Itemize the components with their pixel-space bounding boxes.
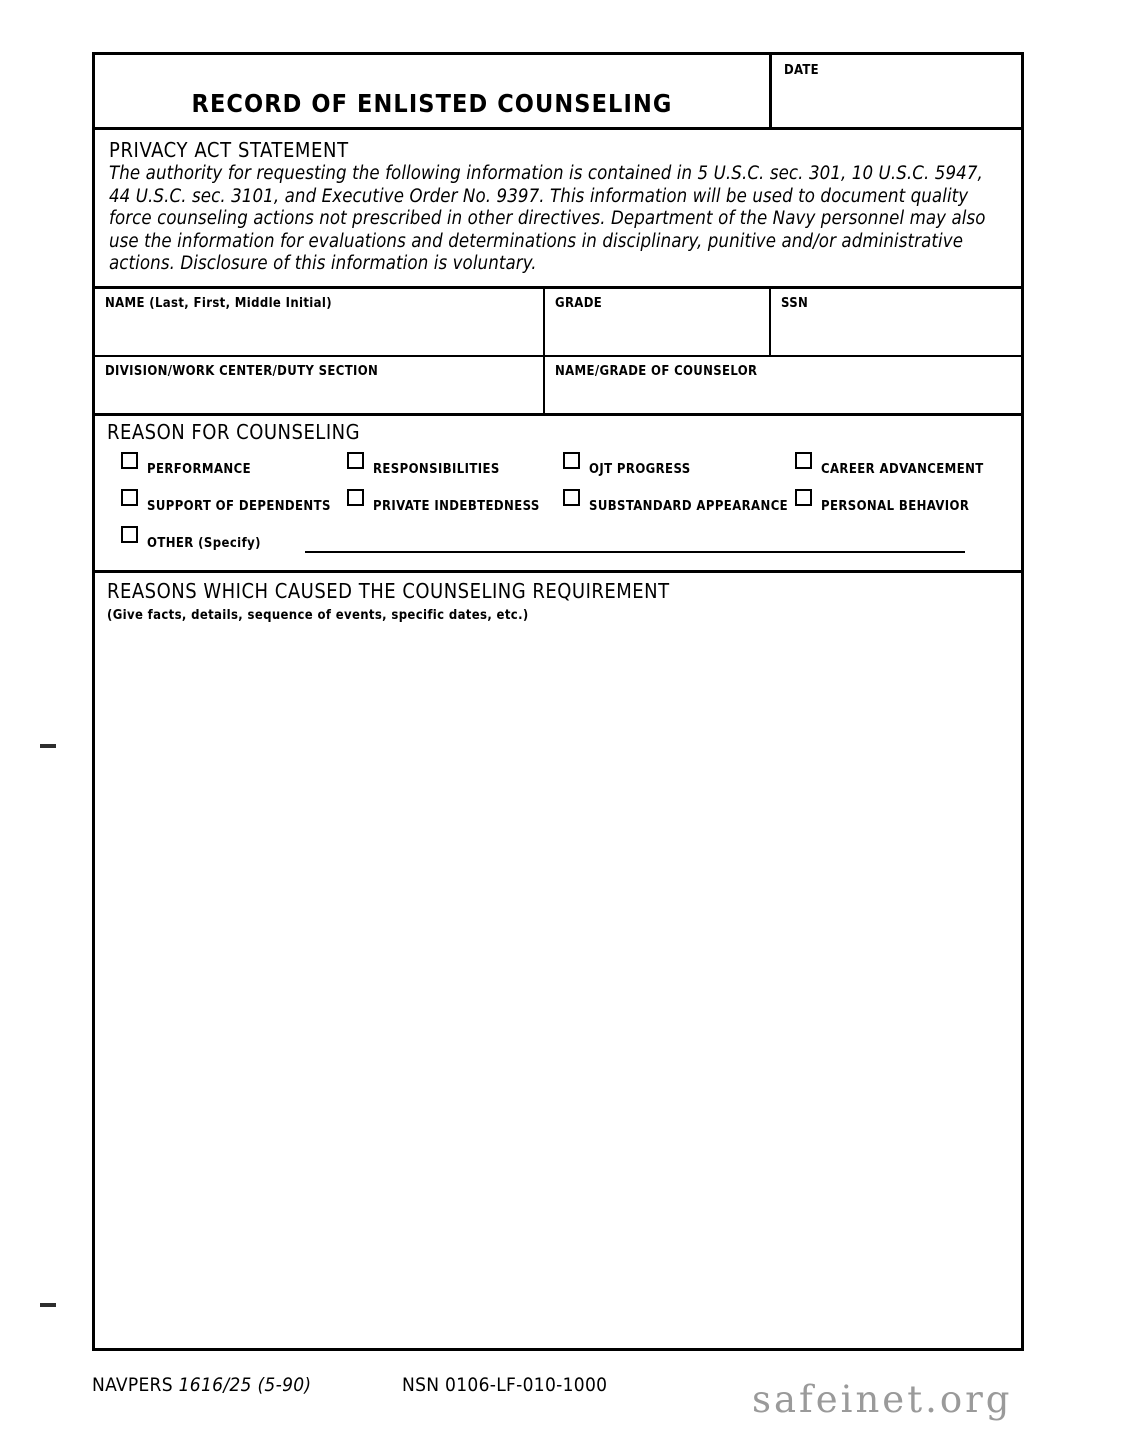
page-title: RECORD OF ENLISTED COUNSELING (191, 89, 673, 118)
checkbox-option-responsibilities[interactable] (347, 452, 500, 477)
form-number-value: 1616/25 (5-90) (178, 1374, 312, 1396)
date-field[interactable] (772, 55, 1021, 127)
checkbox-icon[interactable] (795, 452, 812, 469)
enlisted-counseling-form (92, 52, 1024, 1351)
checkbox-option-other[interactable] (121, 526, 261, 551)
title-row (95, 55, 1021, 130)
form-number-prefix: NAVPERS (92, 1374, 173, 1396)
privacy-act-section (95, 130, 1021, 289)
nsn-number: NSN 0106-LF-010-1000 (402, 1374, 608, 1396)
privacy-act-heading: PRIVACY ACT STATEMENT (109, 138, 349, 162)
checkbox-icon[interactable] (121, 489, 138, 506)
registration-tick-lower (40, 1303, 56, 1307)
checkbox-icon[interactable] (347, 452, 364, 469)
ssn-field[interactable] (771, 289, 1021, 355)
checkbox-label: PERFORMANCE (147, 461, 251, 477)
checkbox-label: SUBSTANDARD APPEARANCE (589, 498, 789, 514)
reasons-narrative-heading: REASONS WHICH CAUSED THE COUNSELING REQUIREMENT (107, 578, 670, 603)
division-field[interactable] (95, 357, 545, 413)
checkbox-icon[interactable] (563, 452, 580, 469)
grade-field[interactable] (545, 289, 771, 355)
checkbox-label: OJT PROGRESS (589, 461, 691, 477)
reasons-narrative-subheading: (Give facts, details, sequence of events, specific dates, etc.) (107, 607, 529, 623)
checkbox-icon[interactable] (563, 489, 580, 506)
reason-checkbox-grid (95, 452, 1021, 560)
identification-row-secondary (95, 357, 1021, 416)
date-label: DATE (784, 63, 819, 78)
checkbox-label: SUPPORT OF DEPENDENTS (147, 498, 331, 514)
grade-label: GRADE (555, 295, 603, 311)
checkbox-option-personal-behavior[interactable] (795, 489, 969, 514)
reasons-narrative-section[interactable] (95, 573, 1021, 1348)
name-label: NAME (Last, First, Middle Initial) (105, 295, 332, 311)
division-label: DIVISION/WORK CENTER/DUTY SECTION (105, 363, 379, 379)
ssn-label: SSN (781, 295, 809, 311)
checkbox-option-performance[interactable] (121, 452, 251, 477)
title-cell (95, 55, 772, 127)
name-field[interactable] (95, 289, 545, 355)
checkbox-option-private-indebtedness[interactable] (347, 489, 540, 514)
watermark: safeinet.org (752, 1378, 1013, 1421)
checkbox-option-substandard-appearance[interactable] (563, 489, 788, 514)
checkbox-icon[interactable] (347, 489, 364, 506)
reason-for-counseling-heading: REASON FOR COUNSELING (107, 419, 361, 444)
reason-for-counseling-section (95, 416, 1021, 573)
form-number (92, 1374, 311, 1396)
identification-row-primary (95, 289, 1021, 357)
other-specify-input[interactable] (305, 551, 965, 553)
privacy-act-body: The authority for requesting the following information is contained in 5 U.S.C. sec. 301, 10 U.S.C. 5947, 44 U.S.C. sec. 3101, and Executive Order No. 9397. This information will be used to document quality force counseling actions not prescribed in other directives. Department of the Navy personnel may also use the information for evaluations and determinations in disciplinary, punitive and/or administrative actions. Disclosure of this information is voluntary. (109, 163, 986, 274)
checkbox-option-support-of-dependents[interactable] (121, 489, 331, 514)
checkbox-option-career-advancement[interactable] (795, 452, 984, 477)
checkbox-label: CAREER ADVANCEMENT (821, 461, 984, 477)
counselor-label: NAME/GRADE OF COUNSELOR (555, 363, 758, 379)
checkbox-label: PERSONAL BEHAVIOR (821, 498, 970, 514)
checkbox-icon[interactable] (121, 526, 138, 543)
checkbox-option-ojt-progress[interactable] (563, 452, 691, 477)
registration-tick-upper (40, 744, 56, 748)
counselor-field[interactable] (545, 357, 1021, 413)
checkbox-icon[interactable] (121, 452, 138, 469)
checkbox-label: OTHER (Specify) (147, 535, 261, 551)
checkbox-label: PRIVATE INDEBTEDNESS (373, 498, 540, 514)
checkbox-icon[interactable] (795, 489, 812, 506)
checkbox-label: RESPONSIBILITIES (373, 461, 500, 477)
